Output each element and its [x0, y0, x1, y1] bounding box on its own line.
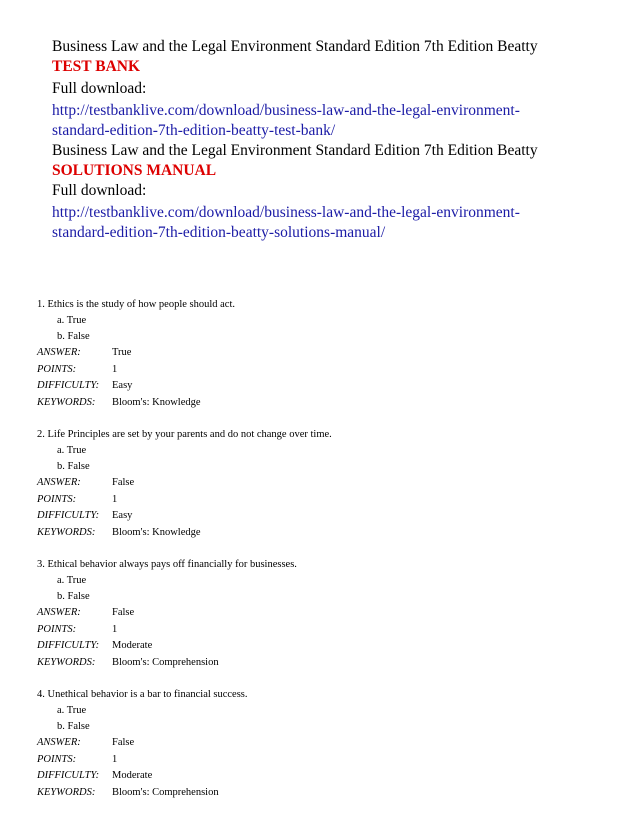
answer-label: ANSWER: — [37, 737, 81, 748]
keywords-row — [37, 655, 597, 672]
book-title-solutions: Business Law and the Legal Environment Standard Edition 7th Edition Beatty — [52, 142, 538, 159]
answer-label: ANSWER: — [37, 477, 81, 488]
difficulty-row — [37, 378, 597, 395]
option-b: b. False — [57, 461, 90, 472]
full-download-label: Full download: — [52, 80, 147, 97]
difficulty-label: DIFFICULTY: — [37, 380, 100, 391]
question-text: 2. Life Principles are set by your parents and do not change over time. — [37, 429, 332, 440]
question-list — [37, 297, 597, 801]
difficulty-row — [37, 508, 597, 525]
question-item — [37, 427, 597, 557]
answer-label: ANSWER: — [37, 607, 81, 618]
option-b: b. False — [57, 331, 90, 342]
solutions-manual-label: SOLUTIONS MANUAL — [52, 162, 217, 179]
points-label: POINTS: — [37, 493, 77, 505]
points-row — [37, 492, 597, 509]
keywords-value: Bloom's: Knowledge — [112, 526, 201, 538]
header-block — [52, 37, 622, 243]
points-label: POINTS: — [37, 623, 77, 635]
points-value: 1 — [112, 363, 118, 375]
answer-value: False — [112, 607, 135, 618]
difficulty-value: Moderate — [112, 640, 153, 651]
question-text: 4. Unethical behavior is a bar to financial success. — [37, 689, 248, 700]
answer-row — [37, 735, 597, 752]
answer-row — [37, 475, 597, 492]
full-download-label-2: Full download: — [52, 182, 147, 199]
difficulty-value: Easy — [112, 380, 133, 391]
option-a: a. True — [57, 575, 87, 586]
difficulty-value: Moderate — [112, 770, 153, 781]
option-a: a. True — [57, 705, 87, 716]
difficulty-label: DIFFICULTY: — [37, 640, 100, 651]
test-bank-label: TEST BANK — [52, 58, 141, 75]
question-item — [37, 687, 597, 801]
keywords-label: KEYWORDS: — [37, 786, 96, 798]
answer-label: ANSWER: — [37, 347, 81, 358]
points-value: 1 — [112, 623, 118, 635]
solutions-link-line2[interactable]: standard-edition-7th-edition-beatty-solutions-manual/ — [52, 224, 386, 241]
points-label: POINTS: — [37, 363, 77, 375]
answer-value: False — [112, 737, 135, 748]
points-row — [37, 622, 597, 639]
answer-row — [37, 605, 597, 622]
book-title-test-bank: Business Law and the Legal Environment Standard Edition 7th Edition Beatty — [52, 38, 538, 55]
keywords-row — [37, 785, 597, 802]
answer-value: True — [112, 347, 132, 358]
keywords-value: Bloom's: Knowledge — [112, 396, 201, 408]
difficulty-label: DIFFICULTY: — [37, 510, 100, 521]
option-b: b. False — [57, 591, 90, 602]
points-row — [37, 362, 597, 379]
points-value: 1 — [112, 753, 118, 765]
keywords-value: Bloom's: Comprehension — [112, 786, 219, 798]
difficulty-label: DIFFICULTY: — [37, 770, 100, 781]
keywords-label: KEYWORDS: — [37, 396, 96, 408]
difficulty-value: Easy — [112, 510, 133, 521]
difficulty-row — [37, 638, 597, 655]
keywords-value: Bloom's: Comprehension — [112, 656, 219, 668]
points-value: 1 — [112, 493, 118, 505]
points-label: POINTS: — [37, 753, 77, 765]
option-a: a. True — [57, 445, 87, 456]
test-bank-link[interactable] — [52, 101, 622, 141]
question-text: 3. Ethical behavior always pays off financially for businesses. — [37, 559, 297, 570]
answer-value: False — [112, 477, 135, 488]
answer-row — [37, 345, 597, 362]
keywords-label: KEYWORDS: — [37, 656, 96, 668]
test-bank-link-line1[interactable]: http://testbanklive.com/download/business-law-and-the-legal-environment- — [52, 102, 520, 119]
solutions-link-line1[interactable]: http://testbanklive.com/download/business-law-and-the-legal-environment- — [52, 204, 520, 221]
option-a: a. True — [57, 315, 87, 326]
points-row — [37, 752, 597, 769]
keywords-row — [37, 525, 597, 542]
question-item — [37, 557, 597, 687]
test-bank-link-line2[interactable]: standard-edition-7th-edition-beatty-test-bank/ — [52, 122, 336, 139]
option-b: b. False — [57, 721, 90, 732]
question-item — [37, 297, 597, 427]
question-text: 1. Ethics is the study of how people should act. — [37, 299, 236, 310]
difficulty-row — [37, 768, 597, 785]
keywords-row — [37, 395, 597, 412]
keywords-label: KEYWORDS: — [37, 526, 96, 538]
solutions-link[interactable] — [52, 203, 622, 243]
